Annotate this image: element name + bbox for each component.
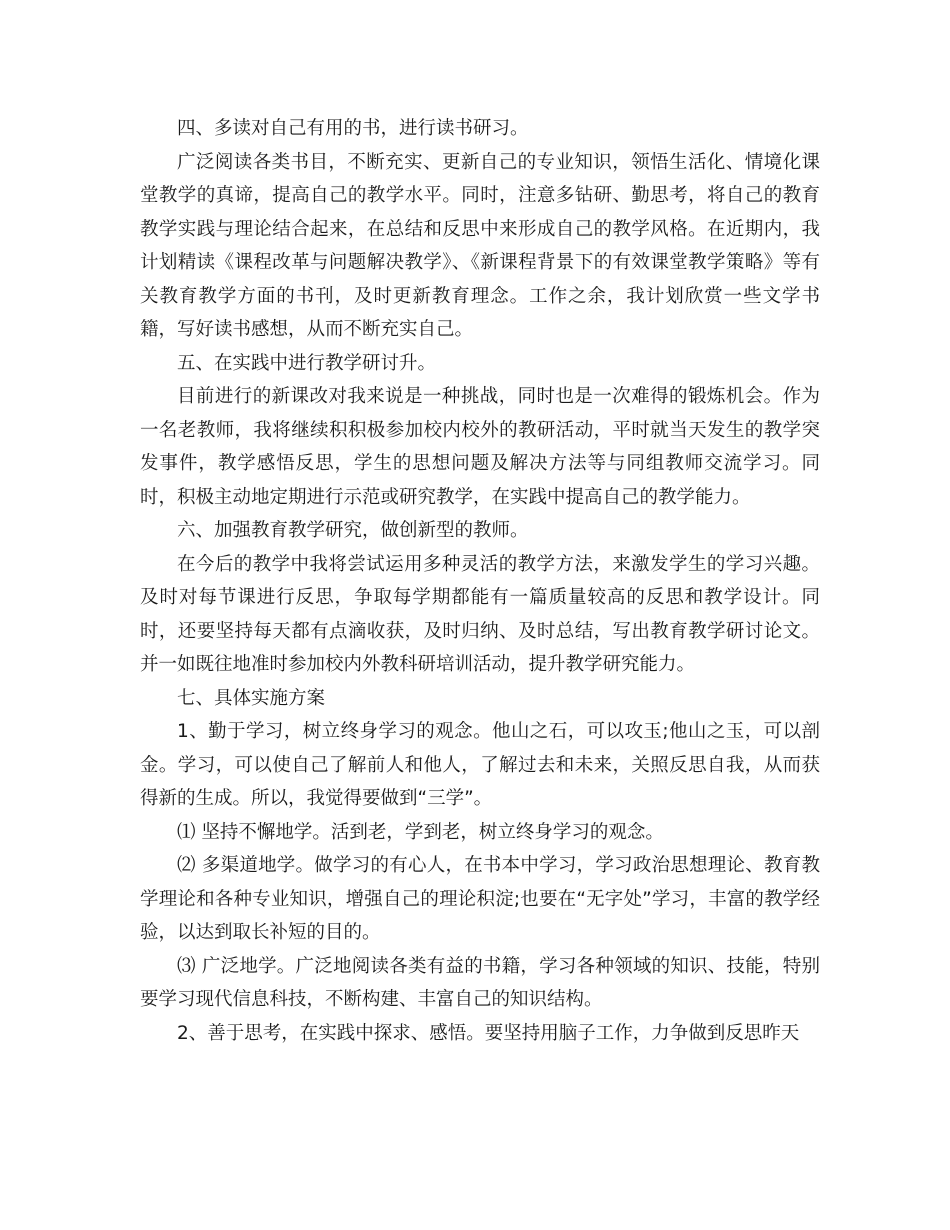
paragraph-teaching-methods: 在今后的教学中我将尝试运用多种灵活的教学方法，来激发学生的学习兴趣。及时对每节课进行反思，争取每学期都能有一篇质量较高的反思和教学设计。同时，还要坚持每天都有点滴收获，及时归纳、及时总结，写出教育教学研讨论文。并一如既往地准时参加校内外教科研培训活动，提升教学研究能力。 <box>140 553 820 675</box>
heading-implementation-plan: 七、具体实施方案 <box>177 687 326 709</box>
paragraph-reading-plan: 广泛阅读各类书目，不断充实、更新自己的专业知识，领悟生活化、情境化课堂教学的真谛，提高自己的教学水平。同时，注意多钻研、勤思考，将自己的教育教学实践与理论结合起来，在总结和反思中来形成自己的教学风格。在近期内，我计划精读《课程改革与问题解决教学》、《新课程背景下的有效课堂教学策略》等有关教育教学方面的书刊，及时更新教育理念。工作之余，我计划欣赏一些文学书籍，写好读书感想，从而不断充实自己。 <box>140 151 820 340</box>
list-item-multichannel-study: ⑵ 多渠道地学。做学习的有心人，在书本中学习，学习政治思想理论、教育教学理论和各种专业知识，增强自己的理论积淀;也要在“无字处”学习，丰富的教学经验，以达到取长补短的目的。 <box>140 855 820 943</box>
heading-read-books: 四、多读对自己有用的书，进行读书研习。 <box>177 118 529 139</box>
document-body <box>140 112 820 1050</box>
heading-practice-research: 五、在实践中进行教学研讨升。 <box>177 352 437 374</box>
list-item-persistent-study: ⑴ 坚持不懈地学。活到老，学到老，树立终身学习的观念。 <box>177 821 664 843</box>
list-item-broad-study: ⑶ 广泛地学。广泛地阅读各类有益的书籍，学习各种领域的知识、技能，特别要学习现代信息科技，不断构建、丰富自己的知识结构。 <box>140 955 820 1010</box>
paragraph-curriculum-reform: 目前进行的新课改对我来说是一种挑战，同时也是一次难得的锻炼机会。作为一名老教师，我将继续积积极参加校内校外的教研活动，平时就当天发生的教学突发事件，教学感悟反思，学生的思想问题及解决方法等与同组教师交流学习。同时，积极主动地定期进行示范或研究教学，在实践中提高自己的教学能力。 <box>140 386 820 508</box>
paragraph-diligent-study: 1、勤于学习，树立终身学习的观念。他山之石，可以攻玉;他山之玉，可以剖金。学习，可以使自己了解前人和他人，了解过去和未来，关照反思自我，从而获得新的生成。所以，我觉得要做到“三学”。 <box>140 721 820 809</box>
heading-teaching-research: 六、加强教育教学研究，做创新型的教师。 <box>177 520 529 541</box>
paragraph-good-thinking: 2、善于思考，在实践中探求、感悟。要坚持用脑子工作，力争做到反思昨天 <box>177 1022 800 1044</box>
